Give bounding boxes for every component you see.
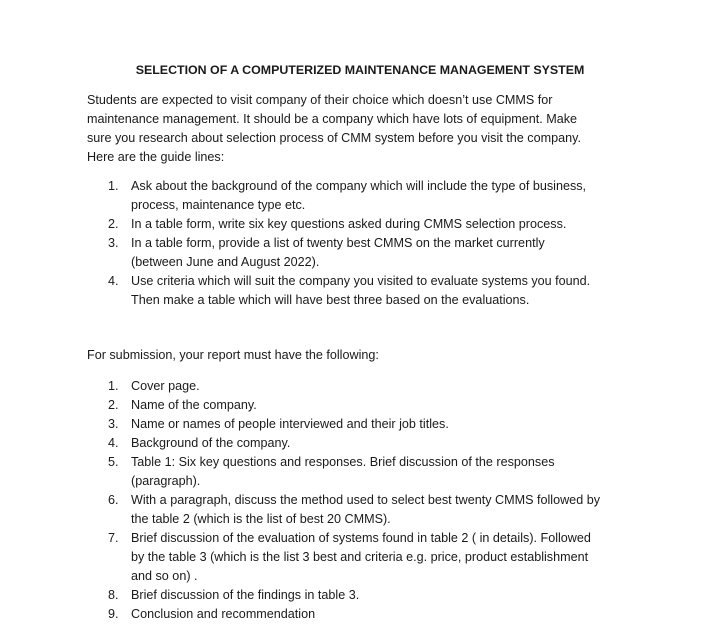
list-item [108, 396, 600, 415]
item-number: 5. [108, 455, 119, 469]
item-line: (between June and August 2022). [131, 255, 320, 269]
intro-line: Here are the guide lines: [87, 150, 225, 164]
list-item [108, 453, 600, 491]
item-line: process, maintenance type etc. [131, 198, 306, 212]
item-line: (paragraph). [131, 474, 201, 488]
intro-line: Students are expected to visit company of their choice which doesn’t use CMMS for [87, 93, 553, 107]
list-item [108, 605, 600, 624]
item-line: Name or names of people interviewed and their job titles. [131, 417, 449, 431]
item-number: 1. [108, 379, 119, 393]
submission-heading: For submission, your report must have the following: [87, 348, 379, 362]
list-item [108, 529, 600, 586]
intro-line: sure you research about selection process of CMM system before you visit the company. [87, 131, 581, 145]
list-item [108, 434, 600, 453]
document-title: SELECTION OF A COMPUTERIZED MAINTENANCE MANAGEMENT SYSTEM [135, 63, 585, 77]
item-line: Conclusion and recommendation [131, 607, 316, 621]
item-number: 8. [108, 588, 119, 602]
item-number: 2. [108, 398, 119, 412]
item-number: 6. [108, 493, 119, 507]
item-line: Background of the company. [131, 436, 291, 450]
item-number: 4. [108, 436, 119, 450]
item-line: Ask about the background of the company which will include the type of business, [131, 179, 587, 193]
item-number: 3. [108, 236, 119, 250]
item-line: In a table form, write six key questions asked during CMMS selection process. [131, 217, 567, 231]
item-number: 4. [108, 274, 119, 288]
list-item [108, 377, 600, 396]
item-line: Then make a table which will have best three based on the evaluations. [131, 293, 530, 307]
item-line: by the table 3 (which is the list 3 best and criteria e.g. price, product establishment [131, 550, 589, 564]
item-line: Brief discussion of the evaluation of systems found in table 2 ( in details). Followed [131, 531, 591, 545]
item-line: Brief discussion of the findings in table 3. [131, 588, 360, 602]
item-number: 7. [108, 531, 119, 545]
item-number: 2. [108, 217, 119, 231]
list-item [108, 177, 590, 215]
item-line: Name of the company. [131, 398, 257, 412]
item-line: and so on) . [131, 569, 198, 583]
list-item [108, 491, 600, 529]
intro-paragraph [87, 91, 581, 167]
item-number: 1. [108, 179, 119, 193]
list-item [108, 215, 590, 234]
item-line: Cover page. [131, 379, 200, 393]
submission-list [108, 377, 600, 624]
item-line: the table 2 (which is the list of best 20 CMMS). [131, 512, 391, 526]
list-item [108, 234, 590, 272]
item-line: Table 1: Six key questions and responses. Brief discussion of the responses [131, 455, 555, 469]
intro-line: maintenance management. It should be a company which have lots of equipment. Make [87, 112, 578, 126]
list-item [108, 415, 600, 434]
item-number: 3. [108, 417, 119, 431]
item-line: With a paragraph, discuss the method used to select best twenty CMMS followed by [131, 493, 600, 507]
guidelines-list [108, 177, 590, 310]
item-line: In a table form, provide a list of twenty best CMMS on the market currently [131, 236, 545, 250]
item-line: Use criteria which will suit the company you visited to evaluate systems you found. [131, 274, 591, 288]
list-item [108, 272, 590, 310]
list-item [108, 586, 600, 605]
item-number: 9. [108, 607, 119, 621]
